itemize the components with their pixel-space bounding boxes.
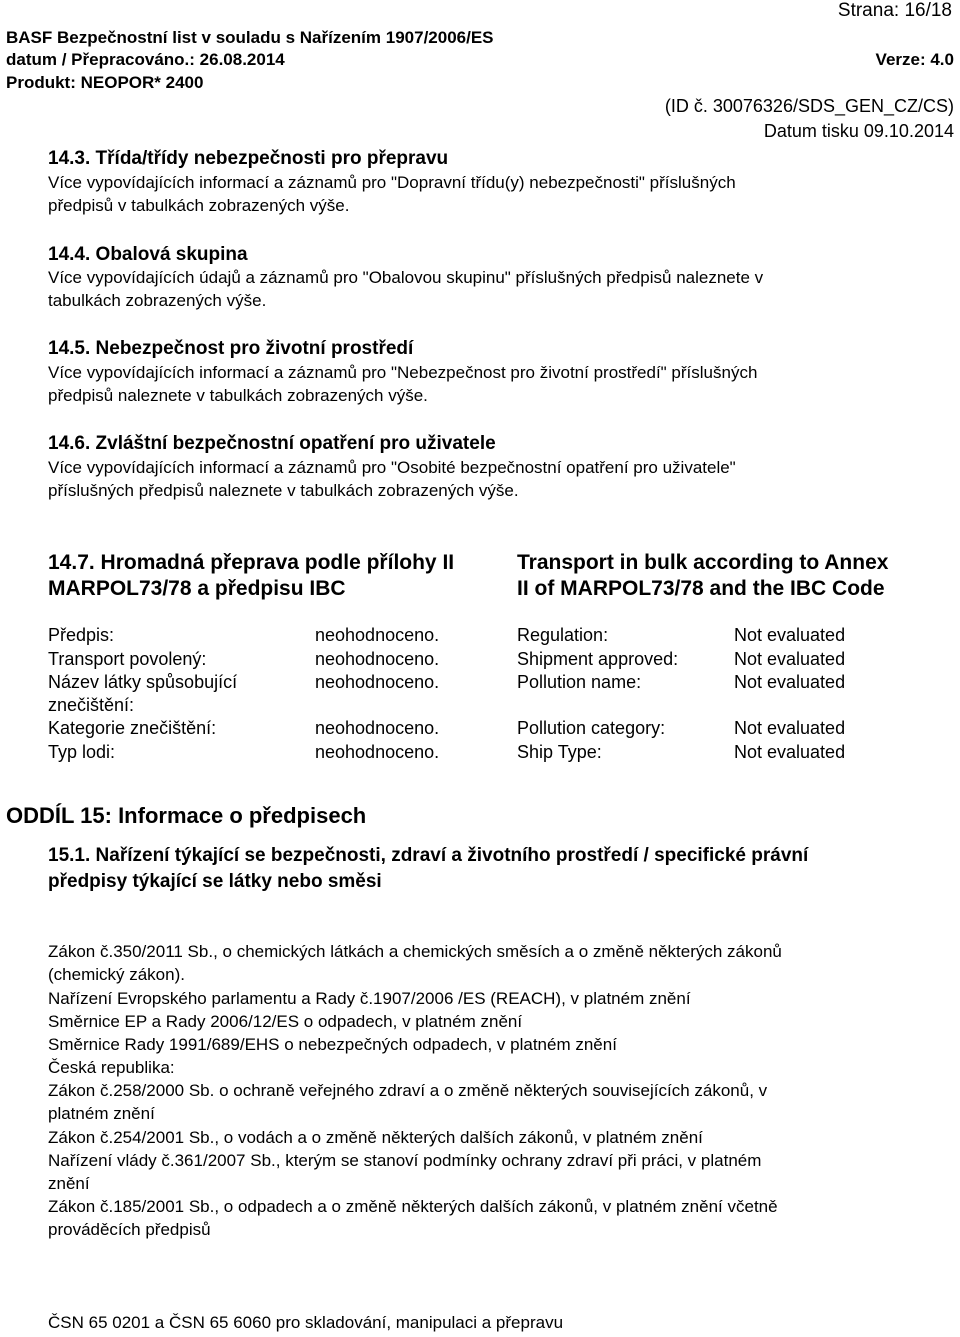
row-value-en: Not evaluated xyxy=(734,742,846,762)
row-value-cz: neohodnoceno. xyxy=(315,718,440,738)
header-doc-title: BASF Bezpečnostní list v souladu s Nařízením 1907/2006/ES xyxy=(6,28,494,47)
header-id: (ID č. 30076326/SDS_GEN_CZ/CS) xyxy=(664,96,954,116)
section-15-heading: ODDÍL 15: Informace o předpisech xyxy=(6,803,367,828)
row-label-en: Pollution name: xyxy=(517,672,642,692)
section-14-7-title-cz: 14.7. Hromadná přeprava podle přílohy II xyxy=(48,551,455,574)
row-label-cz: Předpis: xyxy=(48,625,115,645)
section-14-4-title: 14.4. Obalová skupina xyxy=(48,244,248,265)
section-15-1-title: 15.1. Nařízení týkající se bezpečnosti, zdraví a životního prostředí / specifické právní xyxy=(48,845,809,866)
row-label-en: Shipment approved: xyxy=(517,649,679,669)
regulation-line: Zákon č.258/2000 Sb. o ochraně veřejného zdraví a o změně některých souvisejících zákonů, v xyxy=(48,1081,768,1100)
regulation-line: platném znění xyxy=(48,1104,155,1123)
header-print-date: Datum tisku 09.10.2014 xyxy=(763,121,954,141)
section-14-5-text: předpisů naleznete v tabulkách zobrazených výše. xyxy=(48,386,428,405)
row-label-cz: Transport povolený: xyxy=(48,649,207,669)
page-number: Strana: 16/18 xyxy=(837,0,952,21)
section-15-1-title: předpisy týkající se látky nebo směsi xyxy=(48,871,382,892)
row-label-cz-cont: znečištění: xyxy=(48,695,135,715)
regulation-line: Zákon č.185/2001 Sb., o odpadech a o změně některých dalších zákonů, v platném znění včetně xyxy=(48,1197,778,1216)
regulation-line: prováděcích předpisů xyxy=(48,1220,211,1239)
regulation-line: Zákon č.254/2001 Sb., o vodách a o změně některých dalších zákonů, v platném znění xyxy=(48,1128,703,1147)
row-value-en: Not evaluated xyxy=(734,718,846,738)
regulation-line: Zákon č.350/2011 Sb., o chemických látkách a chemických směsích a o změně některých zákonů xyxy=(48,942,782,961)
header-version: Verze: 4.0 xyxy=(875,50,954,69)
storage-standard-line: ČSN 65 0201 a ČSN 65 6060 pro skladování, manipulaci a přepravu xyxy=(48,1313,564,1332)
row-label-cz: Název látky spůsobující xyxy=(48,672,238,692)
row-label-cz: Kategorie znečištění: xyxy=(48,718,217,738)
section-14-7-title-en: II of MARPOL73/78 and the IBC Code xyxy=(517,577,885,600)
regulation-line: Nařízení vlády č.361/2007 Sb., kterým se stanoví podmínky ochrany zdraví při práci, v platném xyxy=(48,1151,762,1170)
section-14-5-title: 14.5. Nebezpečnost pro životní prostředí xyxy=(48,338,414,359)
section-14-6-text: příslušných předpisů naleznete v tabulkách zobrazených výše. xyxy=(48,481,519,500)
section-14-6-title: 14.6. Zvláštní bezpečnostní opatření pro uživatele xyxy=(48,433,496,454)
row-label-cz: Typ lodi: xyxy=(48,742,116,762)
regulation-line: Směrnice Rady 1991/689/EHS o nebezpečných odpadech, v platném znění xyxy=(48,1035,617,1054)
row-value-en: Not evaluated xyxy=(734,649,846,669)
regulation-line: (chemický zákon). xyxy=(48,965,185,984)
row-value-cz: neohodnoceno. xyxy=(315,625,440,645)
row-value-cz: neohodnoceno. xyxy=(315,672,440,692)
header-product: Produkt: NEOPOR* 2400 xyxy=(6,73,204,92)
section-14-3-text: předpisů v tabulkách zobrazených výše. xyxy=(48,196,350,215)
regulation-line: Nařízení Evropského parlamentu a Rady č.1907/2006 /ES (REACH), v platném znění xyxy=(48,989,691,1008)
section-14-3-title: 14.3. Třída/třídy nebezpečnosti pro přepravu xyxy=(48,148,449,169)
row-label-en: Ship Type: xyxy=(517,742,602,762)
section-14-4-text: Více vypovídajících údajů a záznamů pro "Obalovou skupinu" příslušných předpisů naleznete v xyxy=(48,268,764,287)
section-14-6-text: Více vypovídajících informací a záznamů pro "Osobité bezpečnostní opatření pro uživatele" xyxy=(48,458,736,477)
section-14-7-title-cz: MARPOL73/78 a předpisu IBC xyxy=(48,577,346,600)
regulation-line: znění xyxy=(48,1174,90,1193)
section-14-7-title-en: Transport in bulk according to Annex xyxy=(517,551,889,574)
row-value-en: Not evaluated xyxy=(734,625,846,645)
regulation-line: Česká republika: xyxy=(48,1058,175,1077)
row-value-cz: neohodnoceno. xyxy=(315,742,440,762)
row-value-en: Not evaluated xyxy=(734,672,846,692)
section-14-5-text: Více vypovídajících informací a záznamů pro "Nebezpečnost pro životní prostředí" příslušných xyxy=(48,363,758,382)
section-14-4-text: tabulkách zobrazených výše. xyxy=(48,291,267,310)
regulation-line: Směrnice EP a Rady 2006/12/ES o odpadech, v platném znění xyxy=(48,1012,523,1031)
row-value-cz: neohodnoceno. xyxy=(315,649,440,669)
header-revision-date: datum / Přepracováno.: 26.08.2014 xyxy=(6,50,285,69)
row-label-en: Regulation: xyxy=(517,625,609,645)
section-14-3-text: Více vypovídajících informací a záznamů pro "Dopravní třídu(y) nebezpečnosti" příslušných xyxy=(48,173,736,192)
row-label-en: Pollution category: xyxy=(517,718,666,738)
